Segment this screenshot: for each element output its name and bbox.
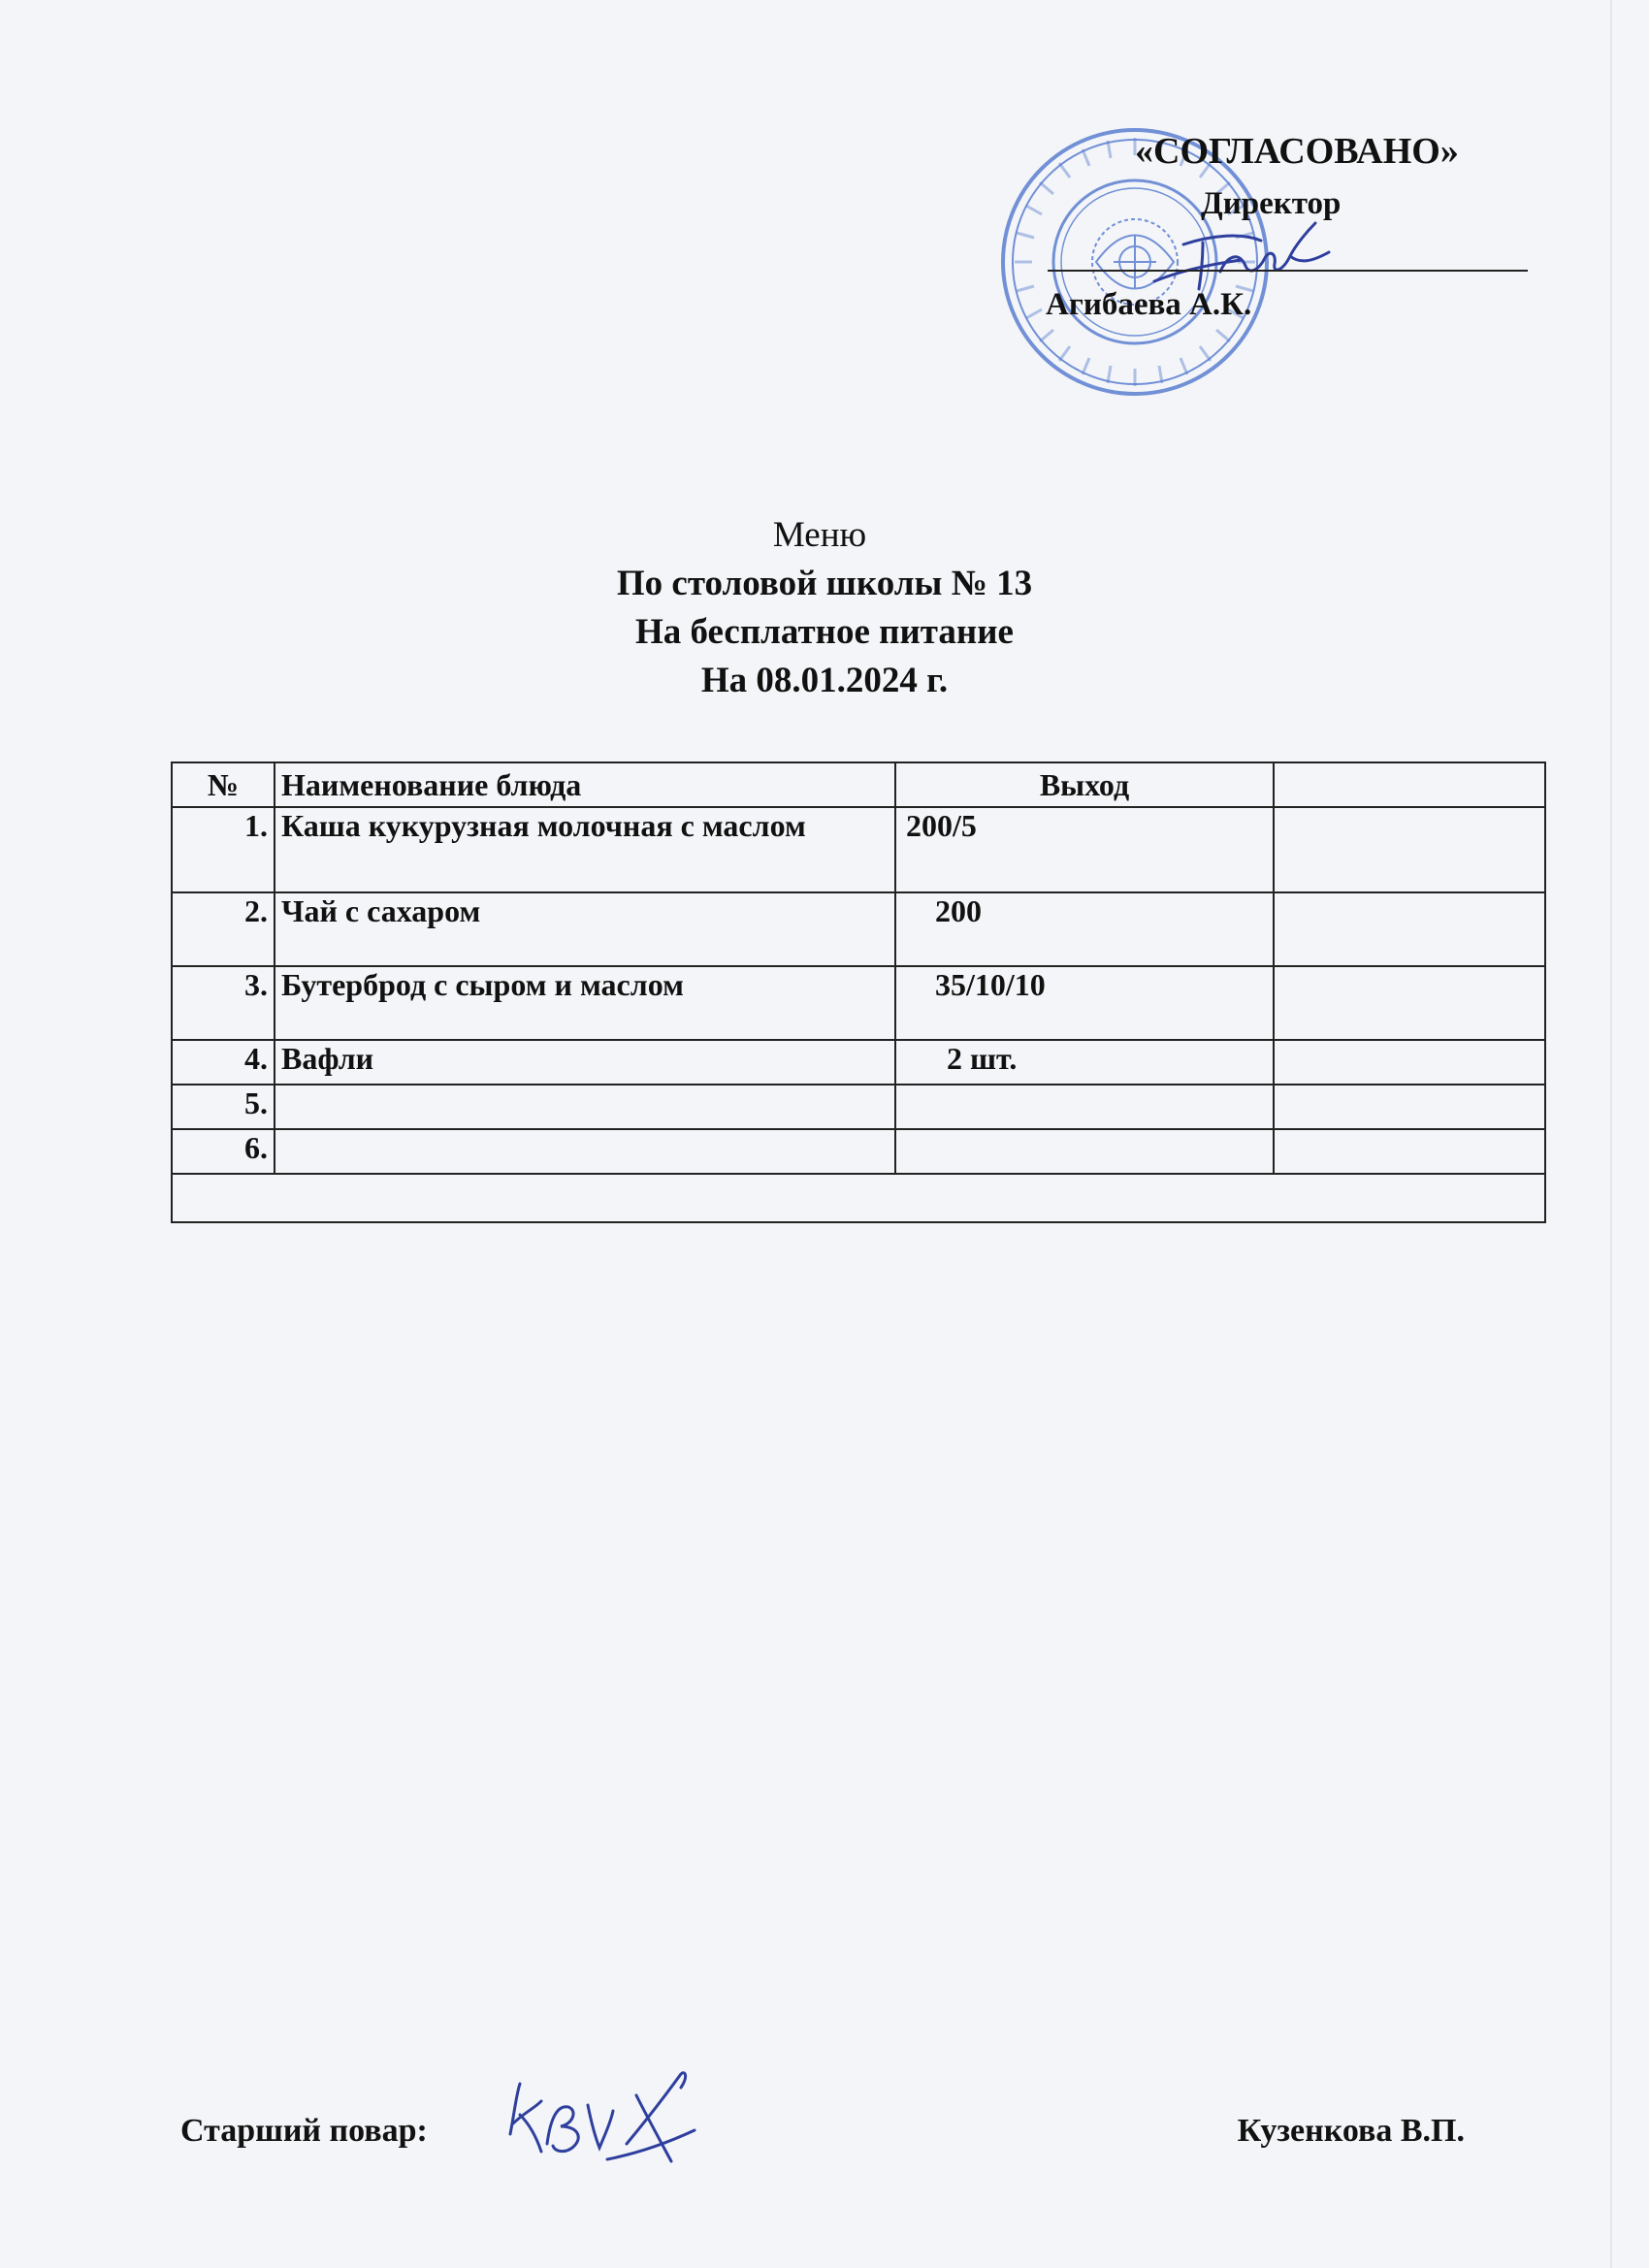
row-number: 1. — [172, 807, 275, 892]
menu-title: Меню — [772, 515, 867, 555]
dish-output: 200 — [895, 892, 1274, 966]
dish-extra — [1274, 1040, 1545, 1085]
dish-output: 200/5 — [895, 807, 1274, 892]
dish-extra — [1274, 807, 1545, 892]
row-number: 2. — [172, 892, 275, 966]
signature-line — [1048, 270, 1528, 272]
row-number: 6. — [172, 1129, 275, 1174]
header-output: Выход — [895, 762, 1274, 807]
table-footer-cell — [172, 1174, 1545, 1222]
table-row — [172, 1040, 1545, 1085]
table-footer-row — [172, 1174, 1545, 1222]
table-row — [172, 807, 1545, 892]
chef-signature-block — [180, 2086, 1519, 2163]
dish-extra — [1274, 892, 1545, 966]
dish-name: Вафли — [275, 1040, 895, 1085]
dish-name — [275, 1085, 895, 1129]
menu-date: На 08.01.2024 г. — [700, 661, 949, 700]
row-number: 4. — [172, 1040, 275, 1085]
row-number: 3. — [172, 966, 275, 1040]
approval-role: Директор — [1201, 186, 1342, 221]
table-row — [172, 1085, 1545, 1129]
table-row — [172, 1129, 1545, 1174]
table-header-row — [172, 762, 1545, 807]
chef-role-label: Старший повар: — [180, 2113, 428, 2149]
dish-output — [895, 1085, 1274, 1129]
table-row — [172, 966, 1545, 1040]
dish-name: Чай с сахаром — [275, 892, 895, 966]
approval-name: Агибаева А.К. — [1046, 287, 1252, 322]
dish-extra — [1274, 966, 1545, 1040]
chef-signature-icon — [491, 2066, 704, 2173]
dish-name — [275, 1129, 895, 1174]
chef-name: Кузенкова В.П. — [1237, 2113, 1465, 2149]
header-extra — [1274, 762, 1545, 807]
dish-extra — [1274, 1129, 1545, 1174]
row-number: 5. — [172, 1085, 275, 1129]
menu-table — [171, 761, 1546, 1223]
menu-subtitle-type: На бесплатное питание — [635, 612, 1014, 652]
menu-subtitle-school: По столовой школы № 13 — [616, 564, 1033, 603]
approval-title: «СОГЛАСОВАНО» — [1135, 131, 1459, 172]
dish-output: 35/10/10 — [895, 966, 1274, 1040]
dish-name: Каша кукурузная молочная с маслом — [275, 807, 895, 892]
dish-output — [895, 1129, 1274, 1174]
header-dish-name: Наименование блюда — [275, 762, 895, 807]
header-number: № — [172, 762, 275, 807]
table-row — [172, 892, 1545, 966]
dish-output: 2 шт. — [895, 1040, 1274, 1085]
dish-extra — [1274, 1085, 1545, 1129]
approval-block — [999, 116, 1562, 427]
scan-edge — [1610, 0, 1612, 2268]
menu-title-block — [0, 511, 1649, 705]
dish-name: Бутерброд с сыром и маслом — [275, 966, 895, 1040]
